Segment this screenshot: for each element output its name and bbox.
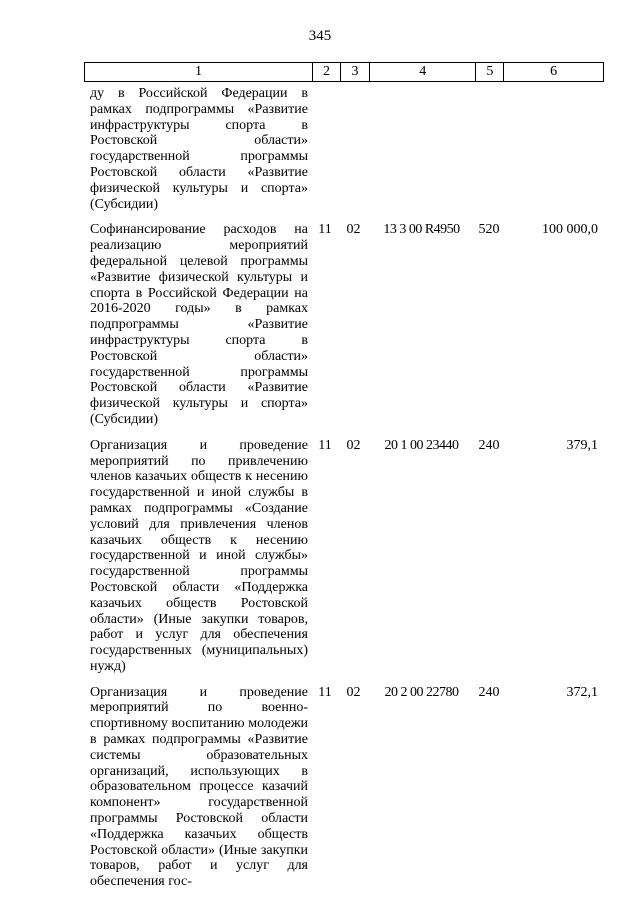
row-target-code: 20 1 00 23440: [384, 437, 459, 453]
row-amount: 372,1: [566, 684, 598, 700]
row-target-code: 20 2 00 22780: [384, 684, 459, 700]
table-row: [90, 438, 604, 675]
row-amount: 379,1: [566, 437, 598, 453]
row-subsection: 02: [346, 437, 361, 453]
table-body: [90, 86, 604, 900]
row-expense-type: 240: [478, 684, 500, 700]
row-description: ду в Российской Федерации в рамках подпрограммы «Развитие инфраструктуры спорта в Ростовской области» государственной программы Ростовской области «Развитие физической культуры и спорта» (Субсидии): [90, 86, 308, 212]
row-section: 11: [318, 684, 332, 700]
column-header-5: 5: [476, 63, 504, 81]
row-amount: 100 000,0: [542, 222, 598, 238]
row-description: Софинансирование расходов на реализацию мероприятий федеральной целевой программы «Развитие физической культуры и спорта в Российской Федерации на 2016-2020 годы» в рамках подпрограммы «Развитие инфраструктуры спорта в Ростовской области» государственной программы Ростовской области «Развитие физической культуры и спорта» (Субсидии): [90, 222, 308, 427]
row-expense-type: 520: [478, 222, 500, 238]
column-header-2: 2: [313, 63, 341, 81]
table-row: [90, 685, 604, 890]
row-subsection: 02: [346, 222, 361, 238]
table-row: [90, 86, 604, 212]
row-section: 11: [318, 222, 332, 238]
row-subsection: 02: [346, 684, 361, 700]
row-description: Организация и проведение мероприятий по военно-спортивному воспитанию молодежи в рамках подпрограммы «Развитие системы образовательных организаций, использующих в образовательном процессе казачий компонент» государственной программы Ростовской области «Поддержка казачьих обществ Ростовской области» (Иные закупки товаров, работ и услуг для обеспечения гос-: [90, 684, 308, 890]
column-header-1: 1: [85, 63, 313, 81]
row-section: 11: [318, 437, 332, 453]
row-expense-type: 240: [478, 437, 500, 453]
column-header-3: 3: [341, 63, 370, 81]
row-description: Организация и проведение мероприятий по привлечению членов казачьих обществ к несению государственной и иной службы в рамках подпрограммы «Создание условий для привлечения членов казачьих обществ к несению государственной и иной службы» государственной программы Ростовской области «Поддержка казачьих обществ Ростовской области» (Иные закупки товаров, работ и услуг для обеспечения государственных (муниципальных) нужд): [90, 437, 308, 674]
column-header-4: 4: [370, 63, 477, 81]
column-header-6: 6: [550, 64, 558, 79]
table-row: [90, 222, 604, 427]
table-header: [84, 62, 604, 82]
page-number: 345: [308, 28, 332, 44]
row-target-code: 13 3 00 R4950: [383, 222, 460, 238]
